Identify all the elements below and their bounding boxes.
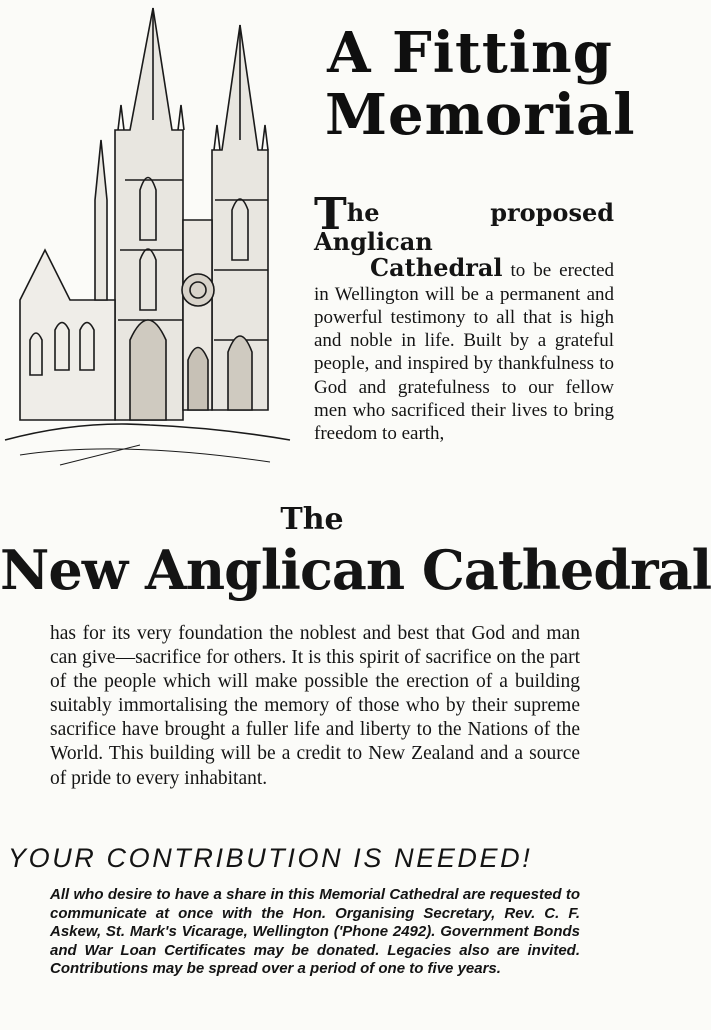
memorial-title — [325, 20, 636, 148]
drop-letter: T — [314, 189, 347, 240]
intro-heading-line-2: Cathedral — [370, 253, 503, 283]
body-paragraph: has for its very foundation the noblest and best that God and man can give—sacrifice for others. It is this spirit of sacrifice on the part of the people which will make possible the erection of a building suitably immortalising the memory of those who by their supreme sacrifice have brought a fuller life and liberty to the Nations of the World. This building will be a credit to New Zealand and a source of pride to every inhabitant. — [50, 623, 580, 789]
main-heading: New Anglican Cathedral — [0, 538, 711, 602]
contribution-heading: YOUR CONTRIBUTION IS NEEDED! — [8, 843, 533, 873]
intro-text: to be erected in Wellington will be a permanent and powerful testimony to all that is high and noble in life. Built by a grateful people, and inspired by thankfulness to God and gratefulness to our fellow men who sacrificed their lives to bring freedom to earth, — [314, 260, 614, 445]
heading-the: The — [280, 502, 344, 537]
title-line-2: Memorial — [325, 82, 636, 148]
title-line-1: A Fitting — [327, 20, 613, 86]
cathedral-illustration — [0, 0, 300, 470]
intro-heading: he proposed Anglican — [314, 198, 614, 256]
intro-paragraph — [314, 189, 614, 446]
closing-paragraph: All who desire to have a share in this Memorial Cathedral are requested to communicate at once with the Hon. Organising Secretary, Rev. C. F. Askew, St. Mark's Vicarage, Wellington ('Phone 2492). Government Bonds and War Loan Certificates may be donated. Legacies also are invited. Contributions may be spread over a period of one to five years. — [50, 886, 580, 978]
